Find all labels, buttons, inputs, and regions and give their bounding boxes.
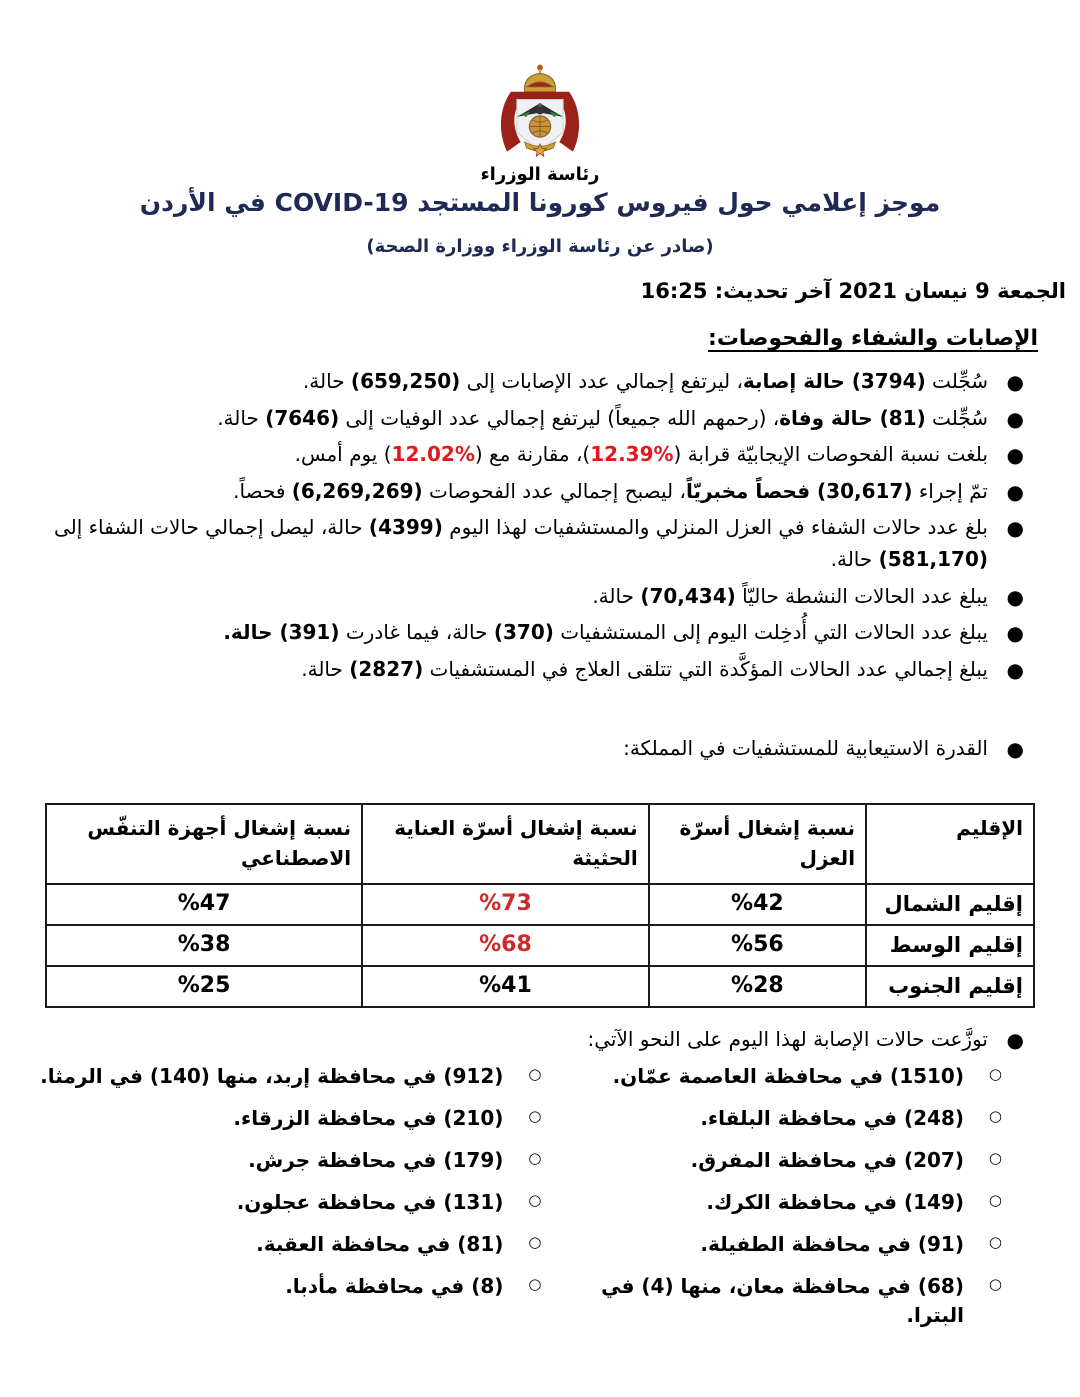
table-column-header: الإقليم — [866, 804, 1034, 884]
text-segment: (70,434) — [640, 583, 736, 608]
text-segment: حالة، فيما غادرت — [339, 620, 494, 645]
governorate-item — [30, 1062, 549, 1091]
value-cell: %38 — [46, 925, 362, 966]
open-circle-bullet-icon: ○ — [528, 1233, 542, 1251]
table-header-row — [46, 804, 1034, 884]
text-segment: حالة. — [301, 656, 350, 681]
governorate-text: (68) في محافظة معان، منها (4) في البترا. — [601, 1274, 964, 1327]
text-segment: حالة. — [830, 546, 879, 571]
table-body — [46, 884, 1034, 1007]
open-circle-bullet-icon: ○ — [988, 1191, 1002, 1209]
open-circle-bullet-icon: ○ — [528, 1149, 542, 1167]
governorate-text: (210) في محافظة الزرقاء. — [233, 1106, 504, 1130]
bullet-text — [54, 515, 988, 571]
table-column-header: نسبة إشغال أسرّة العناية الحثيثة — [362, 804, 649, 884]
governorate-text: (248) في محافظة البلقاء. — [700, 1106, 964, 1130]
filled-bullet-icon: ● — [1006, 406, 1024, 431]
text-segment: (370) — [493, 620, 554, 645]
text-segment: (2827) — [349, 656, 424, 681]
bullet-text — [233, 479, 988, 503]
open-circle-bullet-icon: ○ — [528, 1275, 542, 1293]
capacity-table — [45, 803, 1035, 1008]
cases-bullet-list — [28, 366, 1050, 690]
text-segment: حالة. — [302, 369, 351, 393]
text-segment: (30,617) فحصاً مخبريّاً — [685, 478, 913, 503]
text-segment: سُجِّلت — [925, 369, 988, 393]
filled-bullet-icon: ● — [1006, 443, 1024, 468]
governorate-item — [30, 1230, 549, 1259]
text-segment: (4399) — [368, 515, 443, 540]
value-cell: %25 — [46, 966, 362, 1007]
capacity-intro — [28, 733, 1050, 764]
governorate-item — [549, 1230, 1010, 1259]
text-segment: يبلغ عدد الحالات النشطة حاليّاً — [735, 583, 988, 608]
filled-bullet-icon: ● — [1006, 657, 1024, 682]
governorate-text: (8) في محافظة مأدبا. — [285, 1274, 504, 1298]
text-segment: فحصاً. — [233, 478, 292, 503]
region-cell: إقليم الشمال — [866, 884, 1034, 925]
text-segment: بلغ عدد حالات الشفاء في العزل المنزلي والمستشفيات لهذا اليوم — [442, 515, 988, 540]
text-segment: ) يوم أمس. — [294, 442, 392, 467]
governorate-text: (81) في محافظة العقبة. — [256, 1232, 504, 1256]
open-circle-bullet-icon: ○ — [988, 1275, 1002, 1293]
value-cell: %42 — [649, 884, 866, 925]
governorate-text: (131) في محافظة عجلون. — [236, 1190, 504, 1214]
value-cell: %68 — [362, 925, 649, 966]
governorate-item — [30, 1188, 549, 1217]
page-subtitle: (صادر عن رئاسة الوزراء ووزارة الصحة) — [366, 236, 714, 257]
open-circle-bullet-icon: ○ — [528, 1107, 542, 1125]
text-segment: (391) حالة. — [223, 620, 340, 645]
region-cell: إقليم الجنوب — [866, 966, 1034, 1007]
filled-bullet-icon: ● — [1006, 584, 1024, 609]
text-segment: (659,250) — [350, 369, 461, 393]
bullet-text — [301, 657, 988, 681]
governorate-item — [549, 1104, 1010, 1133]
bullet-text — [303, 369, 988, 393]
governorate-item — [30, 1146, 549, 1175]
bullet-item — [28, 617, 1050, 649]
page-title: موجز إعلامي حول فيروس كورونا المستجد COVID-19 في الأردن — [139, 188, 941, 217]
value-cell: %41 — [362, 966, 649, 1007]
text-segment: حالة. — [592, 583, 641, 608]
value-cell: %28 — [649, 966, 866, 1007]
governorate-item — [30, 1272, 549, 1301]
governorate-item — [549, 1272, 1010, 1330]
bullet-item — [28, 581, 1050, 613]
text-segment: (7646) — [265, 405, 340, 430]
text-segment: يبلغ إجمالي عدد الحالات المؤكَّدة التي تتلقى العلاج في المستشفيات — [423, 656, 988, 681]
value-cell: %56 — [649, 925, 866, 966]
governorate-item — [30, 1104, 549, 1133]
cases-section-heading: الإصابات والشفاء والفحوصات: — [708, 326, 1038, 351]
filled-bullet-icon: ● — [1006, 737, 1024, 761]
text-segment: (6,269,269) — [291, 478, 423, 503]
governorate-item — [549, 1188, 1010, 1217]
date-line: الجمعة 9 نيسان 2021 آخر تحديث: 16:25 — [640, 279, 1066, 303]
header-logo — [0, 62, 1080, 185]
governorate-item — [549, 1062, 1010, 1091]
bullet-item — [28, 476, 1050, 508]
table-row — [46, 884, 1034, 925]
bullet-text — [217, 406, 988, 430]
filled-bullet-icon: ● — [1006, 370, 1024, 394]
text-segment: (3794) حالة إصابة — [742, 369, 926, 393]
bullet-item — [28, 654, 1050, 686]
governorate-text: (149) في محافظة الكرك. — [706, 1190, 964, 1214]
distribution-right-column — [549, 1062, 1010, 1343]
filled-bullet-icon: ● — [1006, 516, 1024, 541]
text-segment: ، ليرتفع إجمالي عدد الإصابات إلى — [460, 369, 743, 393]
bullet-text — [295, 442, 988, 466]
bullet-item — [28, 403, 1050, 435]
capacity-intro-text: القدرة الاستيعابية للمستشفيات في المملكة: — [623, 736, 988, 760]
value-cell: %47 — [46, 884, 362, 925]
bullet-text — [223, 620, 988, 644]
text-segment: ، (رحمهم الله جميعاً) ليرتفع إجمالي عدد الوفيات إلى — [339, 405, 780, 430]
text-segment: سُجِّلت — [925, 405, 988, 430]
governorate-text: (912) في محافظة إربد، منها (140) في الرمثا. — [40, 1064, 504, 1088]
open-circle-bullet-icon: ○ — [528, 1191, 542, 1209]
distribution-heading — [28, 1024, 1050, 1055]
table-row — [46, 925, 1034, 966]
text-segment: %12.02 — [391, 442, 475, 467]
filled-bullet-icon: ● — [1006, 621, 1024, 646]
governorate-text: (179) في محافظة جرش. — [248, 1148, 504, 1172]
region-cell: إقليم الوسط — [866, 925, 1034, 966]
text-segment: (581,170) — [878, 546, 988, 571]
text-segment: )، مقارنة مع ( — [474, 442, 591, 467]
text-segment: حالة. — [217, 405, 266, 430]
value-cell: %73 — [362, 884, 649, 925]
jordan-coat-of-arms-icon — [482, 62, 598, 162]
distribution-columns — [30, 1062, 1010, 1343]
bullet-item — [28, 512, 1050, 575]
governorate-text: (1510) في محافظة العاصمة عمّان. — [612, 1064, 964, 1088]
logo-caption: رئاسة الوزراء — [480, 164, 600, 185]
governorate-item — [549, 1146, 1010, 1175]
bullet-text — [592, 584, 988, 608]
open-circle-bullet-icon: ○ — [988, 1149, 1002, 1167]
open-circle-bullet-icon: ○ — [988, 1233, 1002, 1251]
text-segment: ، ليصبح إجمالي عدد الفحوصات — [422, 478, 686, 503]
open-circle-bullet-icon: ○ — [528, 1065, 542, 1083]
open-circle-bullet-icon: ○ — [988, 1107, 1002, 1125]
bullet-item — [28, 366, 1050, 398]
table-column-header: نسبة إشغال أسرّة العزل — [649, 804, 866, 884]
bullet-item — [28, 439, 1050, 471]
text-segment: تمّ إجراء — [912, 478, 988, 503]
filled-bullet-icon: ● — [1006, 479, 1024, 504]
open-circle-bullet-icon: ○ — [988, 1065, 1002, 1083]
governorate-text: (207) في محافظة المفرق. — [690, 1148, 964, 1172]
table-row — [46, 966, 1034, 1007]
table-column-header: نسبة إشغال أجهزة التنفّس الاصطناعي — [46, 804, 362, 884]
distribution-heading-text: توزَّعت حالات الإصابة لهذا اليوم على النحو الآتي: — [587, 1027, 988, 1051]
governorate-text: (91) في محافظة الطفيلة. — [700, 1232, 964, 1256]
text-segment: حالة، ليصل إجمالي حالات الشفاء إلى — [53, 515, 369, 540]
text-segment: بلغت نسبة الفحوصات الإيجابيّة قرابة ( — [673, 442, 988, 467]
filled-bullet-icon: ● — [1006, 1028, 1024, 1052]
text-segment: (81) حالة وفاة — [779, 405, 926, 430]
text-segment: %12.39 — [590, 442, 674, 467]
distribution-left-column — [30, 1062, 549, 1343]
text-segment: يبلغ عدد الحالات التي أُدخِلت اليوم إلى المستشفيات — [553, 620, 988, 645]
capacity-table-wrap — [45, 803, 1035, 1008]
